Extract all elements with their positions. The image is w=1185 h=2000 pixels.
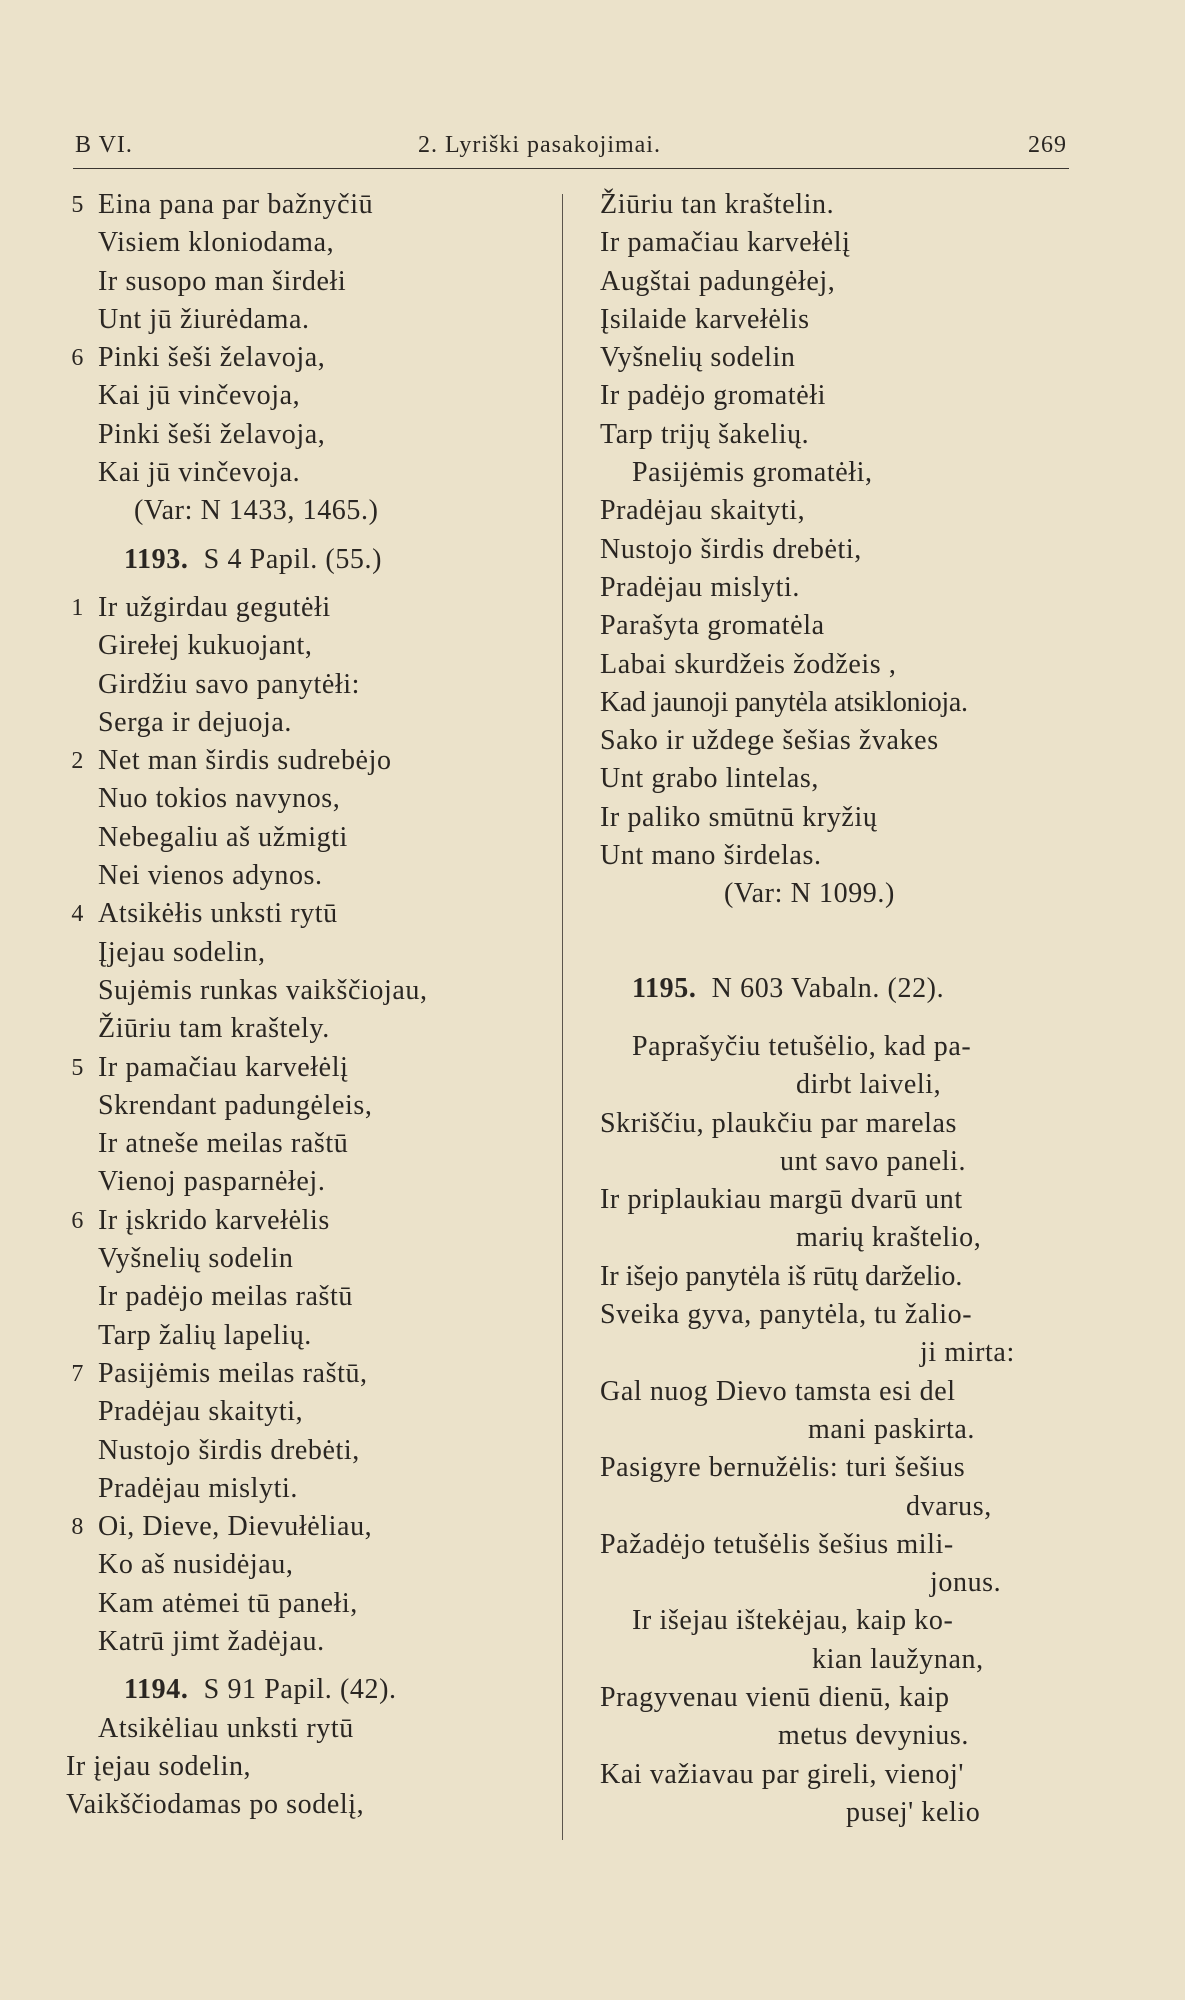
- verse-line-continuation: dirbt laiveli,: [796, 1069, 942, 1101]
- verse-line: Pažadėjo tetušėlis šešius mili-: [600, 1528, 954, 1560]
- verse-line: 4 Atsikėłis unksti rytū: [60, 895, 560, 933]
- verse-line: Pinki šeši želavoja,: [98, 418, 326, 450]
- verse-line: 6 Pinki šeši želavoja,: [60, 339, 560, 377]
- verse-line: Ir pamačiau karvełėlį: [600, 227, 851, 259]
- stanza-number: 5: [71, 192, 84, 218]
- verse-line: Ir priplaukiau margū dvarū unt: [600, 1184, 963, 1216]
- verse-line: Nuo tokios navynos,: [98, 783, 341, 815]
- verse-line: Pradėjau mislyti.: [600, 571, 800, 603]
- verse-line: Ir paliko smūtnū kryžių: [600, 801, 878, 833]
- verse-line-continuation: kian laužynan,: [812, 1643, 984, 1675]
- verse-line: 1 Ir užgirdau gegutėłi: [60, 589, 560, 627]
- stanza-number: 5: [71, 1054, 84, 1081]
- variant-note: (Var: N 1433, 1465.): [134, 495, 379, 527]
- running-title: 2. Lyriški pasakojimai.: [418, 132, 661, 158]
- verse-line: Žiūriu tam kraštely.: [98, 1013, 330, 1045]
- verse-line: 8 Oi, Dieve, Dievułėliau,: [60, 1508, 560, 1546]
- stanza-number: 6: [71, 1207, 84, 1234]
- verse-line: Unt mano širdelas.: [600, 840, 822, 872]
- stanza-number: 1: [71, 594, 84, 621]
- verse-line: Serga ir dejuoja.: [98, 706, 292, 738]
- verse-line: Kam atėmei tū panełi,: [98, 1587, 358, 1619]
- verse-line: Ko aš nusidėjau,: [98, 1549, 294, 1581]
- verse-line-continuation: jonus.: [930, 1567, 1002, 1599]
- song-heading: 1194. S 91 Papil. (42).: [60, 1671, 560, 1709]
- variant-note: (Var: N 1099.): [724, 878, 895, 910]
- verse-line-continuation: unt savo paneli.: [780, 1145, 967, 1177]
- verse-line: Nustojo širdis drebėti,: [98, 1434, 360, 1466]
- verse-line: Augštai padungėłej,: [600, 265, 836, 297]
- section-label: B VI.: [75, 132, 133, 158]
- stanza-number: 6: [71, 345, 84, 372]
- verse-line: Skriščiu, plaukčiu par marelas: [600, 1107, 958, 1139]
- verse-line: Žiūriu tan kraštelin.: [600, 189, 835, 220]
- song-number: 1195.: [632, 972, 697, 1004]
- song-heading: 1195. N 603 Vabaln. (22).: [600, 970, 1070, 1008]
- verse-line: Pasigyre bernužėlis: turi šešius: [600, 1452, 966, 1484]
- verse-line: Labai skurdžeis žodžeis ,: [600, 648, 897, 680]
- verse-line: Tarp žalių lapelių.: [98, 1319, 312, 1351]
- verse-line: Kai jū vinčevoja.: [98, 457, 301, 489]
- verse-line: Pradėjau skaityti,: [98, 1396, 304, 1428]
- stanza-number: 8: [71, 1514, 84, 1541]
- verse-line: Vaikščiodamas po sodelį,: [66, 1789, 365, 1821]
- verse-line: Sujėmis runkas vaikščiojau,: [98, 974, 428, 1006]
- right-column: [600, 186, 1070, 1832]
- stanza-number: 7: [71, 1360, 84, 1387]
- stanza-number: 4: [71, 901, 84, 928]
- verse-line: Pradėjau skaityti,: [600, 495, 806, 527]
- verse-line: 2 Net man širdis sudrebėjo: [60, 742, 560, 780]
- verse-line: 6 Ir įskrido karvełėlis: [60, 1202, 560, 1240]
- verse-line: Pradėjau mislyti.: [98, 1472, 298, 1504]
- verse-line: Ir išejo panytėla iš rūtų darželio.: [600, 1260, 963, 1292]
- verse-line: Ir išejau ištekėjau, kaip ko-: [632, 1605, 954, 1637]
- verse-line: Vyšnelių sodelin: [600, 342, 796, 374]
- verse-line: Sveika gyva, panytėla, tu žalio-: [600, 1299, 973, 1331]
- verse-line: 5 Eina pana par bažnyčiū: [60, 186, 560, 224]
- column-divider: [562, 194, 563, 1840]
- verse-line: Parašyta gromatėla: [600, 610, 825, 642]
- left-column: [60, 186, 560, 1824]
- stanza-number: 2: [71, 748, 84, 775]
- verse-line: Ir padėjo gromatėłi: [600, 380, 826, 412]
- verse-line: 5 Ir pamačiau karvełėlį: [60, 1049, 560, 1087]
- verse-line: Kai jū vinčevoja,: [98, 380, 301, 412]
- verse-line: Visiem kloniodama,: [98, 227, 335, 259]
- verse-line: Ir susopo man širdełi: [98, 265, 347, 297]
- verse-line: Pragyvenau vienū dienū, kaip: [600, 1681, 950, 1713]
- verse-line: Atsikėliau unksti rytū: [98, 1712, 354, 1744]
- page-header: [73, 128, 1069, 169]
- verse-line: Kad jaunoji panytėla atsiklonioja.: [600, 686, 968, 718]
- verse-line-continuation: mani paskirta.: [808, 1413, 976, 1445]
- verse-line: Gal nuog Dievo tamsta esi del: [600, 1375, 956, 1407]
- verse-line: Vyšnelių sodelin: [98, 1243, 294, 1275]
- verse-line-continuation: metus devynius.: [778, 1720, 969, 1752]
- verse-line: Vienoj pasparnėłej.: [98, 1166, 326, 1198]
- verse-line: Kai važiavau par gireli, vienoj': [600, 1758, 964, 1790]
- verse-line: Nebegaliu aš užmigti: [98, 821, 348, 853]
- verse-line: Katrū jimt žadėjau.: [98, 1625, 325, 1657]
- verse-line: Unt grabo lintelas,: [600, 763, 820, 795]
- verse-line: Girdžiu savo panytėłi:: [98, 668, 361, 700]
- verse-line: Ir įejau sodelin,: [66, 1750, 252, 1782]
- verse-line: Tarp trijų šakelių.: [600, 418, 810, 450]
- verse-line: Unt jū žiurėdama.: [98, 303, 310, 335]
- verse-line: Sako ir uždege šešias žvakes: [600, 725, 939, 757]
- song-number: 1194.: [124, 1674, 189, 1706]
- song-heading: 1193. S 4 Papil. (55.): [60, 541, 560, 579]
- verse-line: Nustojo širdis drebėti,: [600, 533, 862, 565]
- verse-line: Girełej kukuojant,: [98, 630, 313, 662]
- verse-line-continuation: dvarus,: [906, 1490, 992, 1522]
- verse-line: Pasijėmis gromatėłi,: [632, 457, 873, 489]
- verse-line-continuation: ji mirta:: [920, 1337, 1015, 1369]
- page-number: 269: [1028, 132, 1067, 158]
- verse-line: Ir padėjo meilas raštū: [98, 1281, 354, 1313]
- verse-line: Ir atneše meilas raštū: [98, 1128, 349, 1160]
- verse-line-continuation: marių kraštelio,: [796, 1222, 982, 1254]
- song-number: 1193.: [124, 543, 189, 575]
- verse-line: Įsilaide karvełėlis: [600, 303, 810, 335]
- verse-line: Nei vienos adynos.: [98, 860, 323, 892]
- verse-line: Įjejau sodelin,: [98, 936, 266, 968]
- verse-line-continuation: pusej' kelio: [846, 1796, 981, 1828]
- verse-line: 7 Pasijėmis meilas raštū,: [60, 1355, 560, 1393]
- verse-line: Paprašyčiu tetušėlio, kad pa-: [632, 1030, 972, 1062]
- verse-line: Skrendant padungėleis,: [98, 1089, 373, 1121]
